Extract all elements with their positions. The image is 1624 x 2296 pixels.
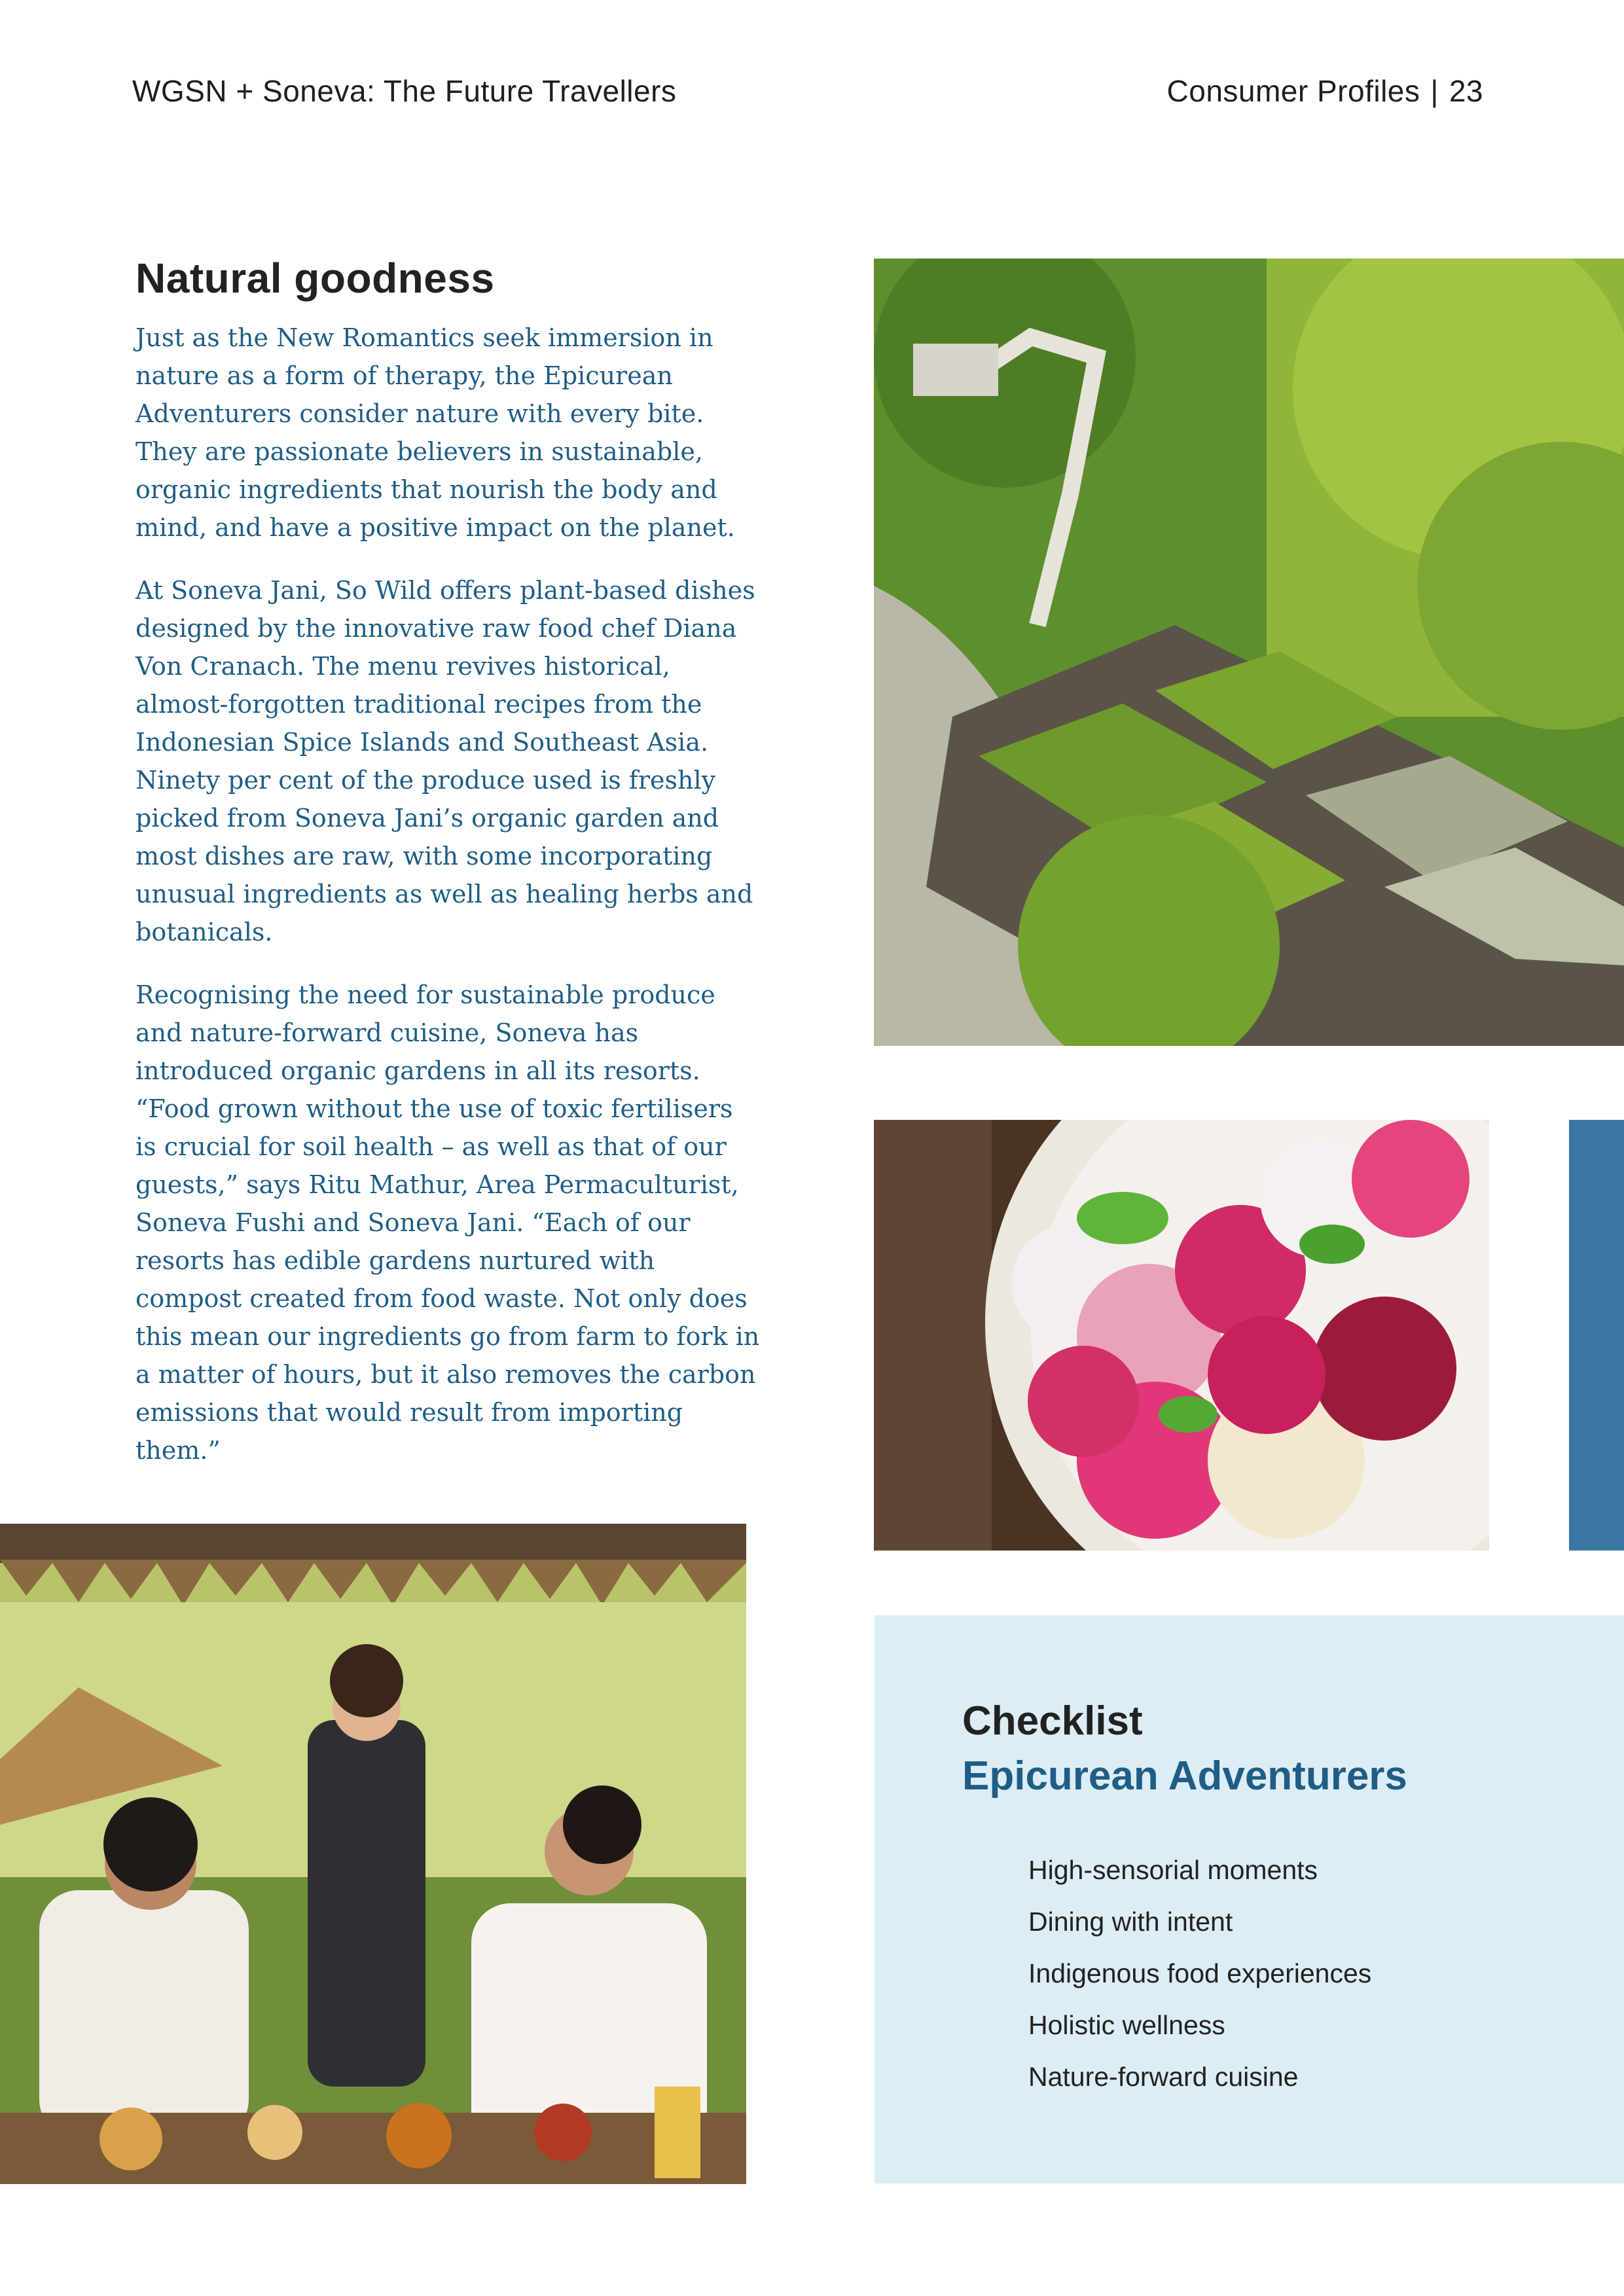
running-header-title: WGSN + Soneva: The Future Travellers xyxy=(132,74,677,108)
checklist-title: Checklist xyxy=(962,1698,1143,1744)
checklist-subtitle: Epicurean Adventurers xyxy=(962,1753,1407,1799)
accent-bar xyxy=(1569,1120,1624,1551)
checklist-item: Holistic wellness xyxy=(1028,2010,1225,2040)
paragraph-1: Just as the New Romantics seek immersion in nature as a form of therapy, the Epicurean Adventurers consider nature with every bite. They are passionate believers in sustainable, organic ingredients that nourish the body and mind, and have a positive impact on the planet. xyxy=(135,323,735,542)
running-header-section xyxy=(1167,73,1483,109)
fruit-bowl-photo xyxy=(874,1120,1489,1551)
page-number: 23 xyxy=(1449,74,1483,108)
article-title: Natural goodness xyxy=(135,255,495,302)
paragraph-2: At Soneva Jani, So Wild offers plant-based dishes designed by the innovative raw food chef Diana Von Cranach. The menu revives historical, almost-forgotten traditional recipes from the Indonesian Spice Islands and Southeast Asia. Ninety per cent of the produce used is freshly picked from Soneva Jani’s organic garden and most dishes are raw, with some incorporating unusual ingredients as well as healing herbs and botanicals. xyxy=(135,576,755,946)
header-separator: | xyxy=(1430,74,1439,108)
paragraph-3: Recognising the need for sustainable produce and nature-forward cuisine, Soneva has introduced organic gardens in all its resorts. “Food grown without the use of toxic fertilisers is crucial for soil health – as well as that of our guests,” says Ritu Mathur, Area Permaculturist, Soneva Fushi and Soneva Jani. “Each of our resorts has edible gardens nurtured with compost created from food waste. Not only does this mean our ingredients go from farm to fork in a matter of hours, but it also removes the carbon emissions that would result from importing them.” xyxy=(135,980,760,1465)
chef-demonstration-photo xyxy=(0,1524,746,2184)
section-name: Consumer Profiles xyxy=(1166,74,1420,108)
checklist-item: Dining with intent xyxy=(1028,1907,1233,1937)
article-body xyxy=(135,319,761,1494)
garden-aerial-photo xyxy=(874,259,1624,1046)
checklist-item: High-sensorial moments xyxy=(1028,1855,1318,1885)
checklist-items xyxy=(1028,1844,1371,2103)
checklist-panel xyxy=(875,1615,1624,2183)
checklist-item: Indigenous food experiences xyxy=(1028,1958,1372,1988)
checklist-item: Nature-forward cuisine xyxy=(1028,2062,1299,2092)
